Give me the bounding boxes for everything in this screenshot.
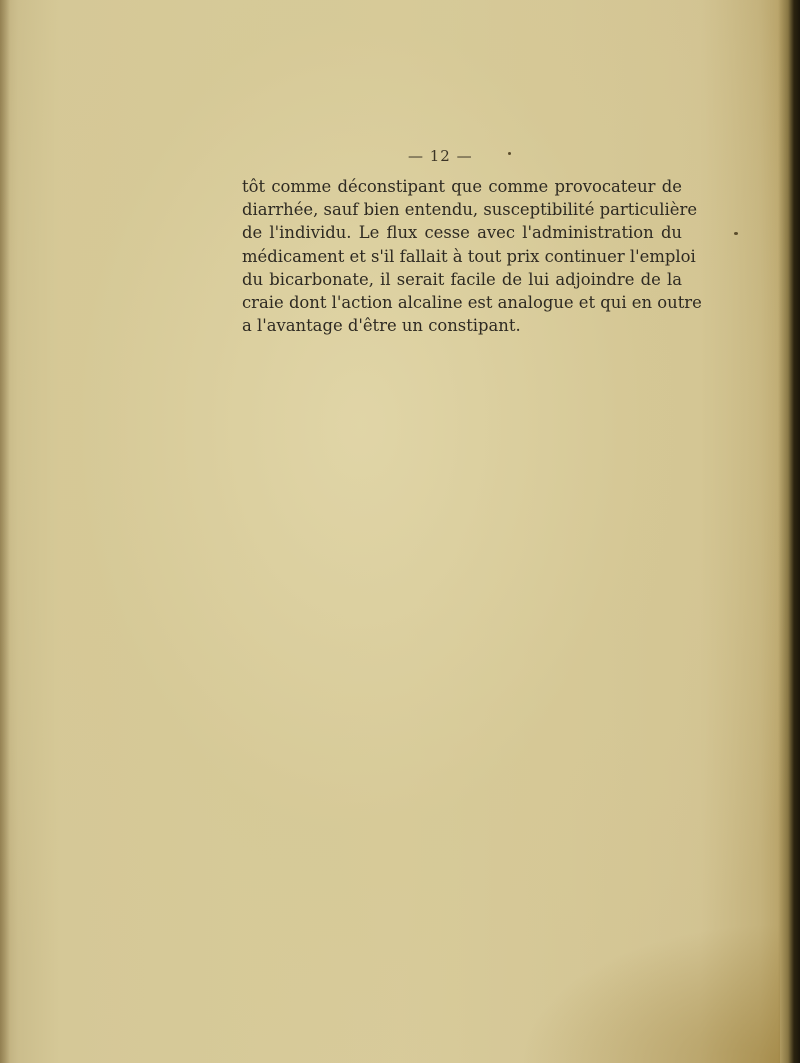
paper-speck [734,232,738,235]
text-line: du bicarbonate, il serait facile de lui adjoindre de la [242,269,682,289]
text-line: craie dont l'action alcaline est analogue et qui en outre [242,293,702,313]
page-number: — 12 — [408,147,473,165]
text-line: de l'individu. Le flux cesse avec l'administration du [242,223,682,243]
text-line: diarrhée, sauf bien entendu, susceptibilité particulière [242,200,698,220]
page-left-edge [0,0,10,1063]
paper-stain [520,923,780,1063]
text-line: tôt comme déconstipant que comme provocateur de [242,177,682,196]
body-paragraph [242,175,702,337]
paper-speck [508,152,511,155]
text-line: a l'avantage d'être un constipant. [242,316,521,336]
text-line: médicament et s'il fallait à tout prix continuer l'emploi [242,246,696,266]
binding-edge [778,0,800,1063]
